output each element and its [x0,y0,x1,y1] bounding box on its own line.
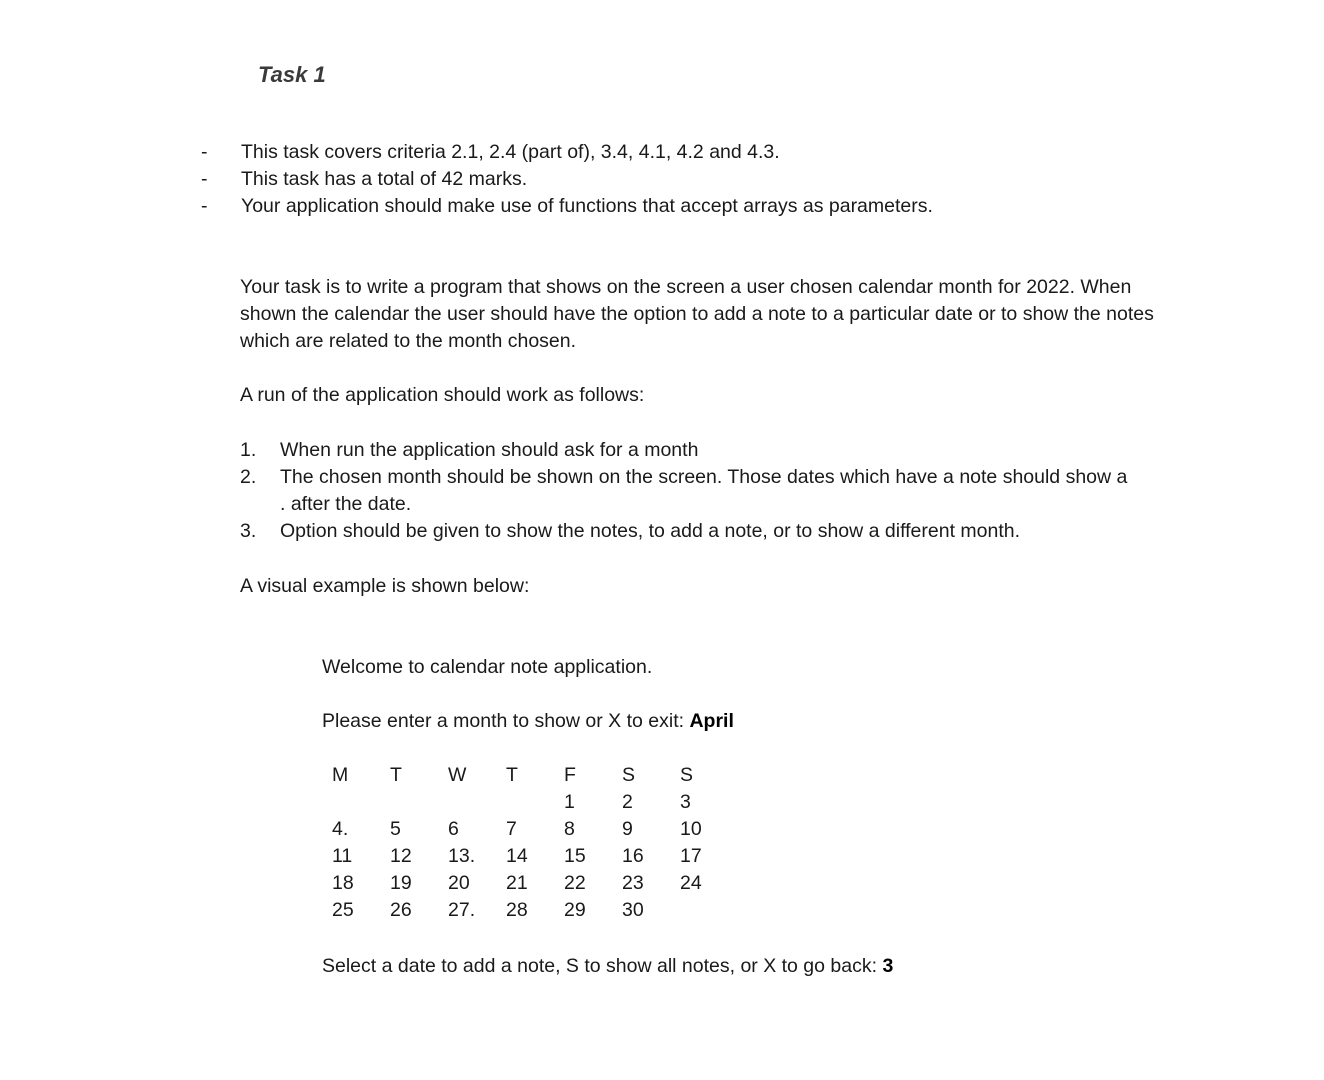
calendar-cell: 18 [332,872,354,894]
calendar-cell: 2 [622,791,633,813]
calendar-day-header: T [506,764,518,786]
bullet-marker: - [201,168,208,190]
example-calendar [332,764,732,934]
calendar-cell: 6 [448,818,459,840]
step-text: Option should be given to show the notes, to add a note, or to show a different month. [280,520,1021,542]
calendar-cell: 17 [680,845,702,867]
calendar-cell: 21 [506,872,528,894]
example-prompt-answer: April [689,710,734,732]
calendar-cell: 10 [680,818,702,840]
step-text: When run the application should ask for a month [280,439,699,461]
intro-paragraph: Your task is to write a program that shows on the screen a user chosen calendar month for 2022. When shown the calendar the user should have the option to add a note to a particular date or to show the notes which are related to the month chosen. [240,276,1154,352]
example-select-prompt [322,955,893,978]
bullet-item: This task covers criteria 2.1, 2.4 (part of), 3.4, 4.1, 4.2 and 4.3. [241,141,780,163]
calendar-cell: 16 [622,845,644,867]
calendar-day-header: T [390,764,402,786]
step-number: 1. [240,439,257,461]
calendar-cell: 27. [448,899,476,921]
calendar-cell: 1 [564,791,575,813]
calendar-cell: 9 [622,818,633,840]
calendar-cell: 11 [332,845,353,867]
calendar-cell: 14 [506,845,528,867]
calendar-cell: 15 [564,845,586,867]
calendar-cell: 8 [564,818,575,840]
step-text: The chosen month should be shown on the screen. Those dates which have a note should show a [280,466,1128,488]
calendar-cell: 12 [390,845,412,867]
calendar-cell: 26 [390,899,412,921]
calendar-cell: 24 [680,872,702,894]
step-text-continued: . after the date. [280,493,412,515]
bullet-marker: - [201,195,208,217]
calendar-cell: 23 [622,872,644,894]
calendar-day-header: M [332,764,349,786]
step-number: 3. [240,520,257,542]
calendar-cell: 30 [622,899,644,921]
calendar-cell: 20 [448,872,470,894]
calendar-cell: 13. [448,845,476,867]
calendar-cell: 25 [332,899,354,921]
calendar-day-header: S [622,764,636,786]
calendar-cell: 28 [506,899,528,921]
bullet-item: Your application should make use of functions that accept arrays as parameters. [241,195,933,217]
calendar-cell: 5 [390,818,401,840]
example-select-answer: 3 [882,955,894,977]
calendar-day-header: F [564,764,576,786]
calendar-cell: 19 [390,872,412,894]
example-welcome: Welcome to calendar note application. [322,656,653,678]
calendar-cell: 22 [564,872,586,894]
calendar-day-header: W [448,764,467,786]
bullet-marker: - [201,141,208,163]
calendar-day-header: S [680,764,694,786]
bullet-item: This task has a total of 42 marks. [241,168,528,190]
calendar-cell: 29 [564,899,586,921]
example-prompt [322,710,734,733]
example-prompt-text: Please enter a month to show or X to exit: [322,710,685,732]
calendar-cell: 3 [680,791,691,813]
visual-heading: A visual example is shown below: [240,575,530,597]
example-select-prompt-text: Select a date to add a note, S to show all notes, or X to go back: [322,955,878,977]
run-heading: A run of the application should work as follows: [240,384,645,406]
calendar-cell: 4. [332,818,349,840]
task-title: Task 1 [258,62,326,87]
step-number: 2. [240,466,257,488]
calendar-cell: 7 [506,818,517,840]
